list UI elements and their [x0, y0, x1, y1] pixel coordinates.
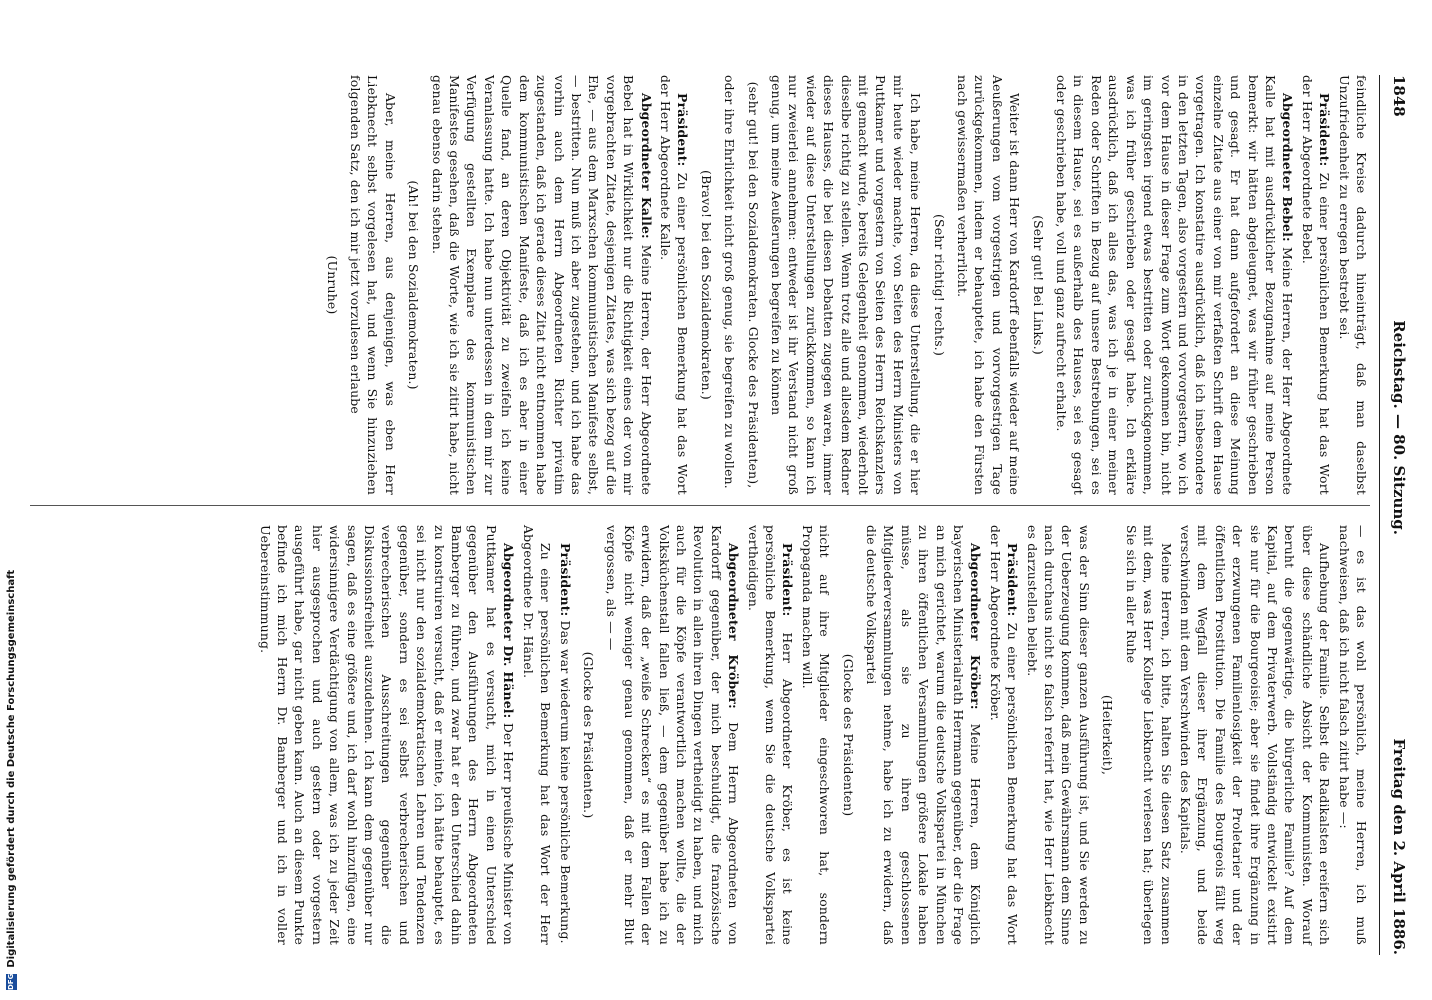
- stage-direction-text: (Unruhe): [324, 255, 340, 315]
- paragraph-text: feindliche Kreise dadurch hineinträgt, daß man daselbst Unzufriedenheit zu erregen bestrebt sei.: [1336, 75, 1369, 495]
- paragraph-text: Meine Herren, der Herr Abgeordnete Bebel hat in Wirklichkeit nur die Richtigkeit eines der von mir vorgebrachten Zitate, desjenigen Zitates, was sich bezog auf die Ehe, — aus dem Marxschen kommunistischen Manifeste selbst, — bestritten. Nun muß ich aber zugestehen, und ich habe das vorhin auch dem Herrn Abgeordneten Richter privatim zugestanden, daß ich gerade dieses Zitat nicht entnommen habe dem kommunistischen Manifeste, daß ich es aber in einer Quelle fand, an deren Objektivität zu zweifeln ich keine Veranlassung hatte. Ich habe nun unterdessen in dem mir zur Verfügung gestellten Exemplare des kommunistischen Manifestes gesehen, daß die Worte, wie ich sie zitirt habe, nicht genau ebenso darin stehen.: [429, 75, 654, 495]
- speech-paragraph: [744, 525, 796, 945]
- stage-direction: [1099, 525, 1116, 945]
- speaker-name: Präsident:: [557, 543, 573, 617]
- stage-direction-text: (sehr gut! bei den Sozialdemokraten. Glocke des Präsidenten),: [745, 81, 761, 489]
- speech-paragraph: [603, 525, 742, 945]
- stage-direction-text: (Sehr gut! Bei Links.): [1030, 215, 1046, 355]
- text-paragraph: [1177, 525, 1334, 945]
- paragraph-text: Zu einer persönlichen Bemerkung hat das Wort der Herr Abgeordnete Kalle.: [657, 75, 691, 495]
- text-paragraph: [1122, 525, 1174, 945]
- page-header: [1382, 75, 1408, 955]
- digitization-credit: [4, 569, 18, 990]
- speaker-name: Abgeordneter Kröber:: [968, 543, 984, 710]
- stage-direction: [580, 525, 597, 945]
- stage-direction: [697, 75, 714, 495]
- paragraph-text: Aufhebung der Familie. Selbst die Radikalsten ereifern sich über diese schändliche Absicht der Kommunisten. Worauf beruht die gegenwärtige, die bürgerliche Familie? Auf dem Kapital, auf dem Privaterwerb. Vollständig entwickelt existirt sie nur für die Bourgeoisie; aber sie findet ihre Ergänzung in der erzwungenen Familienlosigkeit der Proletarier und der öffentlichen Prostitution. Die Familie des Bourgeois fällt weg mit dem Wegfall dieser ihrer Ergänzung, und beide verschwinden mit dem Verschwinden des Kapitals.: [1177, 525, 1333, 945]
- paragraph-text: Ich habe, meine Herren, da diese Unterstellung, die er hier mir heute wieder machte, von Seiten des Herrn Ministers von Puttkamer und vorgestern von Seiten des Herrn Reichskanzlers mit gemacht wurde, bereits Gelegenheit genommen, wiederholt dieselbe richtig zu stellen. Wenn trotz alle und allesdem Redner dieses Hauses, die bei diesen Debatten zugegen waren, immer wieder auf diese Unterstellungen zurückkommen, so kann ich nur zweierlei annehmen: entweder ist ihr Verstand nicht groß genug, um meine Aeußerungen begreifen zu können: [769, 75, 924, 495]
- text-paragraph: [721, 75, 738, 495]
- paragraph-text: Der Herr preußische Minister von Puttkamer hat es versucht, mich in einen Unterschied gegenüber den Ausführungen des Herrn Abgeordneten Bamberger zu führen, und zwar hat er den Unterschied dahin zu konstruiren versucht, daß er meinte, ich hätte behauptet, es sei nicht nur den sozialdemokratischen Lehren und Tendenzen gegenüber, sondern es sei selbst verbrecherischen und verbrecherischen Ausschreitungen gegenüber die Diskussionsfreiheit auszudehnen. Ich kann dem gegenüber nur sagen, daß es eine größere und, ich darf wohl hinzufügen, eine widersinnigere Verdächtigung von allem, was ich zu jeder Zeit hier ausgesprochen und auch gestern oder vorgestern ausgeführt habe, gar nicht geben kann. Auch an diesem Punkte befinde ich mich Herrn Dr. Bamberger und ich in voller Uebereinstimmung.: [257, 525, 517, 945]
- speech-paragraph: [863, 525, 985, 945]
- column-divider: [30, 505, 1370, 506]
- paragraph-text: Aber, meine Herren, aus denjenigen, was eben Herr Liebknecht selbst vorgelesen hat, und wenn Sie hinzuziehen folgenden Satz, den ich mir jetzt vorzulesen erlaube: [348, 75, 398, 495]
- stage-direction-text: (Sehr richtig! rechts.): [931, 214, 947, 356]
- text-paragraph: [519, 525, 554, 945]
- speaker-name: Präsident:: [1317, 93, 1333, 167]
- speech-paragraph: [256, 525, 517, 945]
- stage-direction: [930, 75, 947, 495]
- stage-direction: [323, 75, 340, 495]
- speaker-name: Präsident:: [1005, 543, 1021, 617]
- stage-direction: [405, 75, 422, 495]
- stage-direction-text: (Bravo! bei den Sozialdemokraten.): [698, 170, 714, 400]
- paragraph-text: Weiter ist dann Herr von Kardorff ebenfalls wieder auf meine Aeußerungen vom vorgestrigen und vorvorgestrigen Tage zurückgekommen, indem er behauptete, ich habe den Fürsten nach gewissermaßen verherrlicht.: [955, 75, 1023, 495]
- header-rule: [1379, 75, 1380, 955]
- page-number: 1848: [1390, 75, 1408, 117]
- left-column: [317, 75, 1370, 495]
- document-page: [20, 35, 1432, 995]
- speaker-name: Präsident:: [780, 543, 796, 617]
- paragraph-text: Herr Abgeordneter Kröber, es ist keine persönliche Bemerkung, wenn Sie die deutsche Volkspartei vertheidigen.: [745, 525, 796, 945]
- speaker-name: Präsident:: [675, 93, 691, 167]
- paragraph-text: Meine Herren, der Herr Abgeordnete Kalle hat mit ausdrücklicher Bezugnahme auf meine Person bemerkt: wir hätten abgeleugnet, was wir früher geschrieben und gesagt. Er hat dann aufgefordert an diese Meinung einzelne Zitate aus einer von mir verfaßten Schrift dem Hause vorgetragen. Ich konstatire ausdrücklich, daß ich insbesondere in den letzten Tagen, also vorgestern und vorvorgestern, wo ich vor dem Hause in dieser Frage zum Wort gekommen bin, nicht im geringsten irgend etwas bestritten oder zurückgenommen, was ich früher geschrieben oder gesagt habe. Ich erkläre ausdrücklich, daß ich alles das, was ich je in einer meiner Reden oder Schriften in Bezug auf unsere Bestrebungen, sei es in diesem Hause, sei es außerhalb des Hauses, sei es gesagt oder geschrieben habe, voll und ganz aufrecht erhalte.: [1054, 75, 1296, 496]
- paragraph-text: Dem Herrn Abgeordneten von Kardorff gegenüber, der mich beschuldigt, die französische Revolution in allen ihren Dingen vertheidigt zu haben, und mich auch für die Köpfe verantwortlich machen wollte, die der Volksküchenstall fallen ließ, — dem gegenüber habe ich zu erwidern, daß der „weiße Schrecken“ es mit dem Fallen der Köpfe nicht weniger genau genommen, daß er mehr Blut vergossen, als — —: [604, 525, 742, 945]
- stage-direction-text: (Ah! bei den Sozialdemokraten.): [406, 180, 422, 390]
- page-title: Reichstag. — 80. Sitzung.: [1390, 320, 1408, 535]
- paragraph-text: — es ist das wohl persönlich, meine Herren, ich muß nachweisen, daß ich nicht falsch zitirt habe —:: [1336, 525, 1369, 945]
- text-paragraph: [1335, 75, 1370, 495]
- right-column: [254, 525, 1370, 945]
- stage-direction: [839, 525, 856, 945]
- speech-paragraph: [556, 525, 573, 945]
- stage-direction: [744, 75, 761, 495]
- paragraph-text: oder ihre Ehrlichkeit nicht groß genug, sie begreifen zu wollen.: [722, 75, 738, 489]
- speaker-name: Abgeordneter Kröber:: [726, 543, 742, 709]
- stage-direction: [1029, 75, 1046, 495]
- speech-paragraph: [428, 75, 654, 495]
- text-paragraph: [1335, 525, 1370, 945]
- text-paragraph: [798, 525, 833, 945]
- paragraph-text: Zu einer persönlichen Bemerkung hat das Wort der Herr Abgeordnete Kröber.: [987, 525, 1021, 945]
- text-paragraph: [347, 75, 399, 495]
- speech-paragraph: [1298, 75, 1333, 495]
- speech-paragraph: [986, 525, 1021, 945]
- paragraph-text: was der Sinn dieser ganzen Ausführung ist, und Sie werden zu der Ueberzeugung kommen, daß mein Gewährsmann dem Sinne nach durchaus nicht so falsch referirt hat, wie Herr Liebknecht es darzustellen beliebt.: [1024, 525, 1092, 945]
- dfg-logo-icon: DFG: [6, 973, 15, 990]
- paragraph-text: Das war wiederum keine persönliche Bemerkung.: [557, 616, 573, 944]
- paragraph-text: nicht auf ihre Mitglieder eingeschworen hat, sondern Propaganda machen will.: [799, 525, 833, 945]
- paragraph-text: Meine Herren, dem Königlich bayerischen Ministerialrath Herrmann gegenüber, der die Frage an mich gerichtet, warum die deutsche Volkspartei in München zu ihren öffentlichen Versammlungen größere Lokale haben müsse, als sie zu ihren geschlossenen Mitgliederversammlungen nehme, habe ich zu erwidern, daß die deutsche Volkspartei: [864, 525, 984, 945]
- session-date: Freitag den 2. April 1886.: [1390, 738, 1408, 955]
- stage-direction-text: (Heiterkeit),: [1100, 694, 1116, 776]
- paragraph-text: Zu einer persönlichen Bemerkung hat das Wort der Herr Abgeordnete Dr. Hänel.: [520, 525, 554, 945]
- speaker-name: Abgeordneter Bebel:: [1280, 93, 1296, 242]
- speech-paragraph: [1053, 75, 1297, 495]
- text-paragraph: [954, 75, 1024, 495]
- stage-direction-text: (Glocke des Präsidenten): [840, 653, 856, 817]
- speech-paragraph: [657, 75, 692, 495]
- stage-direction-text: (Glocke des Präsidenten.): [580, 651, 596, 819]
- speaker-name: Abgeordneter Dr. Hänel:: [501, 543, 517, 719]
- credit-text: Digitalisierung gefördert durch die Deutsche Forschungsgemeinschaft: [5, 569, 17, 968]
- paragraph-text: Meine Herren, ich bitte, halten Sie diesen Satz zusammen mit dem, was Herr Kollege Liebknecht verlesen hat; überlegen Sie sich in aller Ruhe: [1123, 525, 1174, 945]
- text-paragraph: [768, 75, 925, 495]
- text-paragraph: [1023, 525, 1093, 945]
- paragraph-text: Zu einer persönlichen Bemerkung hat das Wort der Herr Abgeordnete Bebel.: [1299, 75, 1333, 495]
- speaker-name: Abgeordneter Kalle:: [638, 93, 654, 239]
